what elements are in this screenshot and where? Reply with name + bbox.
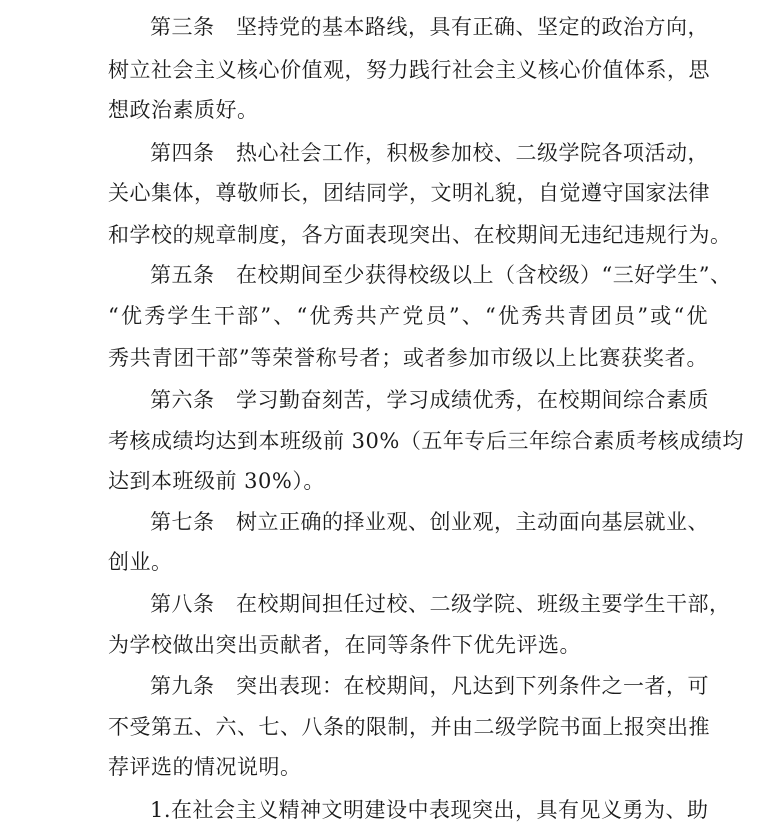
article-3-line-2: 树立社会主义核心价值观，努力践行社会主义核心价值体系，思 xyxy=(108,58,710,82)
article-9-line-1: 第九条 突出表现：在校期间，凡达到下列条件之一者，可 xyxy=(150,674,709,698)
article-4-line-2: 关心集体，尊敬师长，团结同学，文明礼貌，自觉遵守国家法律 xyxy=(108,181,710,205)
article-8-line-1: 第八条 在校期间担任过校、二级学院、班级主要学生干部， xyxy=(150,592,731,616)
article-9-line-3: 荐评选的情况说明。 xyxy=(108,755,302,779)
article-6-line-2: 考核成绩均达到本班级前 30%（五年专后三年综合素质考核成绩均 xyxy=(108,429,744,453)
article-6-line-1: 第六条 学习勤奋刻苦，学习成绩优秀，在校期间综合素质 xyxy=(150,388,709,412)
article-3-line-1: 第三条 坚持党的基本路线，具有正确、坚定的政治方向， xyxy=(150,15,709,39)
article-9-line-2: 不受第五、六、七、八条的限制，并由二级学院书面上报突出推 xyxy=(108,715,710,739)
article-6-line-3: 达到本班级前 30%）。 xyxy=(108,469,325,493)
article-7-line-2: 创业。 xyxy=(108,550,173,574)
article-4-line-3: 和学校的规章制度，各方面表现突出、在校期间无违纪违规行为。 xyxy=(108,223,732,247)
article-5-line-1: 第五条 在校期间至少获得校级以上（含校级）“三好学生”、 xyxy=(150,263,732,287)
article-4-line-1: 第四条 热心社会工作，积极参加校、二级学院各项活动， xyxy=(150,141,709,165)
article-5-line-2: “优秀学生干部”、“优秀共产党员”、“优秀共青团员”或“优 xyxy=(108,304,708,328)
article-5-line-3: 秀共青团干部”等荣誉称号者；或者参加市级以上比赛获奖者。 xyxy=(108,346,708,370)
article-7-line-1: 第七条 树立正确的择业观、创业观，主动面向基层就业、 xyxy=(150,510,709,534)
article-9-item-1-line-1: 1.在社会主义精神文明建设中表现突出，具有见义勇为、助 xyxy=(150,798,709,822)
article-8-line-2: 为学校做出突出贡献者，在同等条件下优先评选。 xyxy=(108,633,581,657)
article-3-line-3: 想政治素质好。 xyxy=(108,98,259,122)
